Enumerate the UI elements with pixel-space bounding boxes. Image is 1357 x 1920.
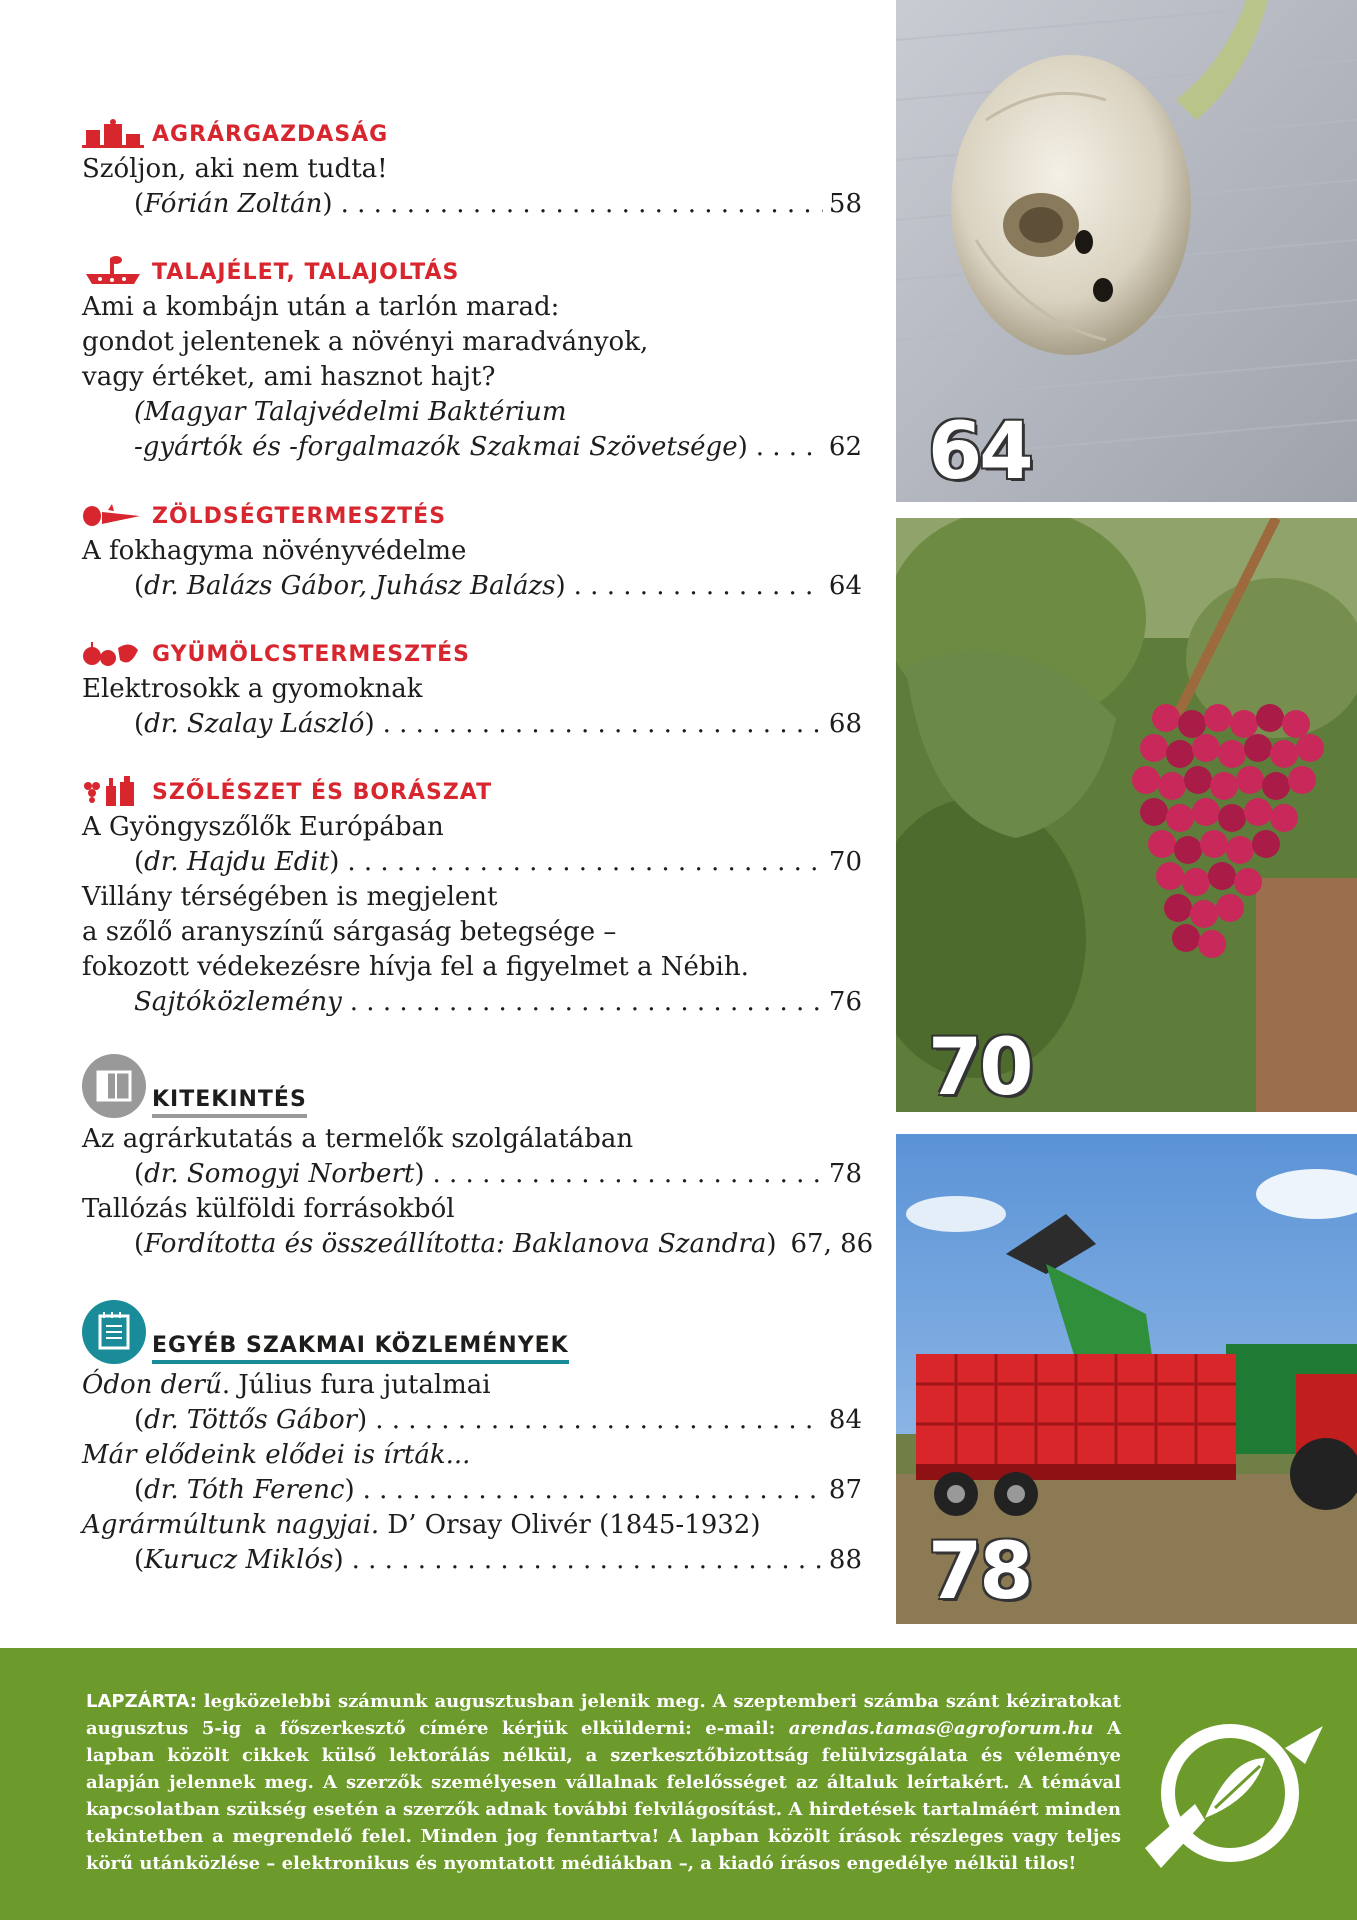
grape-berry xyxy=(1218,804,1246,832)
notepad-icon xyxy=(82,1300,146,1364)
agroforum-logo-icon xyxy=(1135,1708,1325,1878)
grape-berry xyxy=(1236,766,1264,794)
garlic-bulb-photo xyxy=(896,0,1357,502)
section-header xyxy=(82,1298,862,1364)
grape-berry xyxy=(1256,704,1284,732)
section-kitekintes xyxy=(82,1052,874,1262)
grape-berry xyxy=(1270,804,1298,832)
seedling-soil-icon xyxy=(82,256,144,286)
grape-berry xyxy=(1182,868,1210,896)
grape-berry xyxy=(1156,862,1184,890)
grape-berry xyxy=(1210,772,1238,800)
harvester-trailer-photo xyxy=(896,1134,1357,1624)
entry-author-line: (dr. Szalay László) . . . 68 xyxy=(82,707,862,742)
section-agrargazdasag xyxy=(82,118,862,222)
grape-berry xyxy=(1270,740,1298,768)
page-number: 70 xyxy=(828,847,862,877)
entry-author: dr. Tóth Ferenc xyxy=(144,1475,345,1505)
entry-title: A Gyöngyszőlők Európában xyxy=(82,812,444,842)
grape-berry xyxy=(1132,766,1160,794)
grape-berry xyxy=(1218,740,1246,768)
entry-author-line: (dr. Hajdu Edit) . . . 70 xyxy=(82,845,862,880)
grape-cluster-photo xyxy=(896,518,1357,1112)
entry-author-line: (dr. Tóth Ferenc) . . . 87 xyxy=(82,1473,862,1508)
footer-text: LAPZÁRTA: legközelebbi számunk augusztusban jelenik meg. A szeptemberi számba szánt kéziratokat augusztus 5-ig a főszerkesztő címére kérjük elkülderni: e-mail: arendas.tamas@agroforum.hu A lapban közölt cikkek külső lektorálás nélkül, a szerkesztőbizottság felülvizsgálata és véleménye alapján jelennek meg. A szerzők személyesen vállalnak felelősséget az általuk leírtakért. A témával kapcsolatban szükség esetén a szerzők adnak további felvilágosítást. A hirdetések tartalmáért minden tekintetben a megrendelő felel. Minden jog fenntartva! A lapban közölt írások részleges vagy teljes körű utánközlése – elektronikus és nyomtatott médiákban –, a kiadó írásos engedélye nélkül tilos! xyxy=(86,1691,1122,1874)
page-number-badge: 70 xyxy=(928,1023,1031,1112)
grape-berry xyxy=(1178,710,1206,738)
section-title: EGYÉB SZAKMAI KÖZLEMÉNYEK xyxy=(152,1333,569,1364)
section-title: AGRÁRGAZDASÁG xyxy=(152,122,389,147)
entry-author: dr. Szalay László xyxy=(144,709,365,739)
fruits-icon xyxy=(82,638,144,668)
entry-author: Sajtóközlemény xyxy=(134,987,342,1017)
grape-berry xyxy=(1184,766,1212,794)
entry-author: dr. Somogyi Norbert xyxy=(144,1159,415,1189)
cash-stack-icon xyxy=(82,118,144,148)
grape-berry xyxy=(1288,766,1316,794)
grape-berry xyxy=(1192,734,1220,762)
page-number: 62 xyxy=(828,432,862,462)
section-header xyxy=(82,500,862,530)
section-header xyxy=(82,638,862,668)
footer-email: arendas.tamas@agroforum.hu xyxy=(788,1718,1094,1739)
page-number-badge: 78 xyxy=(928,1527,1031,1617)
grape-berry xyxy=(1166,804,1194,832)
entry-author-line: -gyártók és -forgalmazók Szakmai Szövetsége) . . . 62 xyxy=(82,430,862,465)
grape-berry xyxy=(1234,868,1262,896)
grape-berry xyxy=(1208,862,1236,890)
grape-berry xyxy=(1140,798,1168,826)
grape-berry xyxy=(1262,772,1290,800)
grape-berry xyxy=(1152,704,1180,732)
page-number: 84 xyxy=(828,1405,862,1435)
section-egyeb-szakmai-kozlemenyek xyxy=(82,1298,862,1578)
page-number: 64 xyxy=(828,571,862,601)
section-title: SZŐLÉSZET ÉS BORÁSZAT xyxy=(152,780,493,805)
footer-label: LAPZÁRTA: xyxy=(86,1691,197,1712)
entry-author: dr. Hajdu Edit xyxy=(144,847,330,877)
entry-title: Agrármúltunk nagyjai. D’ Orsay Olivér (1845-1932) xyxy=(82,1510,761,1540)
section-title: TALAJÉLET, TALAJOLTÁS xyxy=(152,260,460,285)
page-number: 87 xyxy=(828,1475,862,1505)
entry-title: Villány térségében is megjelent xyxy=(82,882,498,912)
entry-title: Ami a kombájn után a tarlón marad: xyxy=(82,292,560,322)
footer-imprint xyxy=(0,1648,1357,1920)
page-number-badge: 64 xyxy=(928,407,1031,497)
entry-title: Elektrosokk a gyomoknak xyxy=(82,674,423,704)
entry-title: gondot jelentenek a növényi maradványok, xyxy=(82,327,649,357)
entry-title: vagy értéket, ami hasznot hajt? xyxy=(82,362,496,392)
entry-author: -gyártók és -forgalmazók Szakmai Szövetsége xyxy=(134,432,738,462)
grape-berry xyxy=(1296,734,1324,762)
entry-author-line: (dr. Töttős Gábor) . . . 84 xyxy=(82,1403,862,1438)
section-header xyxy=(82,256,862,286)
entry-title: Az agrárkutatás a termelők szolgálatában xyxy=(82,1124,634,1154)
entry-author: dr. Balázs Gábor, Juhász Balázs xyxy=(144,571,556,601)
vegetables-icon xyxy=(82,500,144,530)
entry-title: a szőlő aranyszínű sárgaság betegsége – xyxy=(82,917,617,947)
page-number: 78 xyxy=(828,1159,862,1189)
grape-berry xyxy=(1148,830,1176,858)
grape-berry xyxy=(1166,740,1194,768)
entry-title: Szóljon, aki nem tudta! xyxy=(82,154,388,184)
entry-author: (Magyar Talajvédelmi Baktérium xyxy=(134,397,567,427)
grape-berry xyxy=(1244,798,1272,826)
grape-berry xyxy=(1158,772,1186,800)
page-number: 58 xyxy=(828,189,862,219)
section-header xyxy=(82,1052,862,1118)
entry-title: Ódon derű. Július fura jutalmai xyxy=(82,1370,491,1400)
entry-author-line: (Fordította és összeállította: Baklanova Szandra) . . . 67, 86 xyxy=(82,1227,862,1262)
entry-author: Fordította és összeállította: Baklanova Szandra xyxy=(144,1229,767,1259)
entry-author-line xyxy=(82,985,862,1020)
entry-title: Már elődeink elődei is írták... xyxy=(82,1440,471,1470)
grape-berry xyxy=(1172,924,1200,952)
entry-title: A fokhagyma növényvédelme xyxy=(82,536,467,566)
section-zoldsegtermesztes xyxy=(82,500,862,604)
page-number: 68 xyxy=(828,709,862,739)
page-number: 88 xyxy=(828,1545,862,1575)
grape-berry xyxy=(1204,704,1232,732)
section-title: GYÜMÖLCSTERMESZTÉS xyxy=(152,642,470,667)
grape-berry xyxy=(1174,836,1202,864)
grape-berry xyxy=(1192,798,1220,826)
entry-author: Fórián Zoltán xyxy=(144,189,323,219)
grape-berry xyxy=(1198,930,1226,958)
grape-berry xyxy=(1140,734,1168,762)
entry-author-line: (Kurucz Miklós) . . . 88 xyxy=(82,1543,862,1578)
grape-berry xyxy=(1200,830,1228,858)
entry-author: dr. Töttős Gábor xyxy=(144,1405,358,1435)
entry-title: fokozott védekezésre hívja fel a figyelmet a Nébih. xyxy=(82,952,749,982)
section-szoleszet-es-boraszat xyxy=(82,776,862,1020)
grape-berry xyxy=(1216,894,1244,922)
entry-author-line: (dr. Balázs Gábor, Juhász Balázs) . . . 64 xyxy=(82,569,862,604)
section-talajelet xyxy=(82,256,862,465)
entry-author-line: (dr. Somogyi Norbert) . . . 78 xyxy=(82,1157,862,1192)
grape-berry xyxy=(1190,900,1218,928)
window-icon xyxy=(82,1054,146,1118)
grape-bottle-icon xyxy=(82,776,144,806)
entry-title: Tallózás külföldi forrásokból xyxy=(82,1194,455,1224)
section-header xyxy=(82,118,862,148)
page-number: 76 xyxy=(828,987,862,1017)
section-title: ZÖLDSÉGTERMESZTÉS xyxy=(152,504,447,529)
grape-berry xyxy=(1282,710,1310,738)
grape-berry xyxy=(1252,830,1280,858)
grape-berry xyxy=(1226,836,1254,864)
entry-author-line: (Fórián Zoltán) . . . 58 xyxy=(82,187,862,222)
section-header xyxy=(82,776,862,806)
page-number: 67, 86 xyxy=(790,1229,874,1259)
section-gyumolcstermesztes xyxy=(82,638,862,742)
grape-berry xyxy=(1230,710,1258,738)
section-title: KITEKINTÉS xyxy=(152,1087,307,1118)
grape-berry xyxy=(1164,894,1192,922)
entry-author: Kurucz Miklós xyxy=(144,1545,334,1575)
grape-berry xyxy=(1244,734,1272,762)
